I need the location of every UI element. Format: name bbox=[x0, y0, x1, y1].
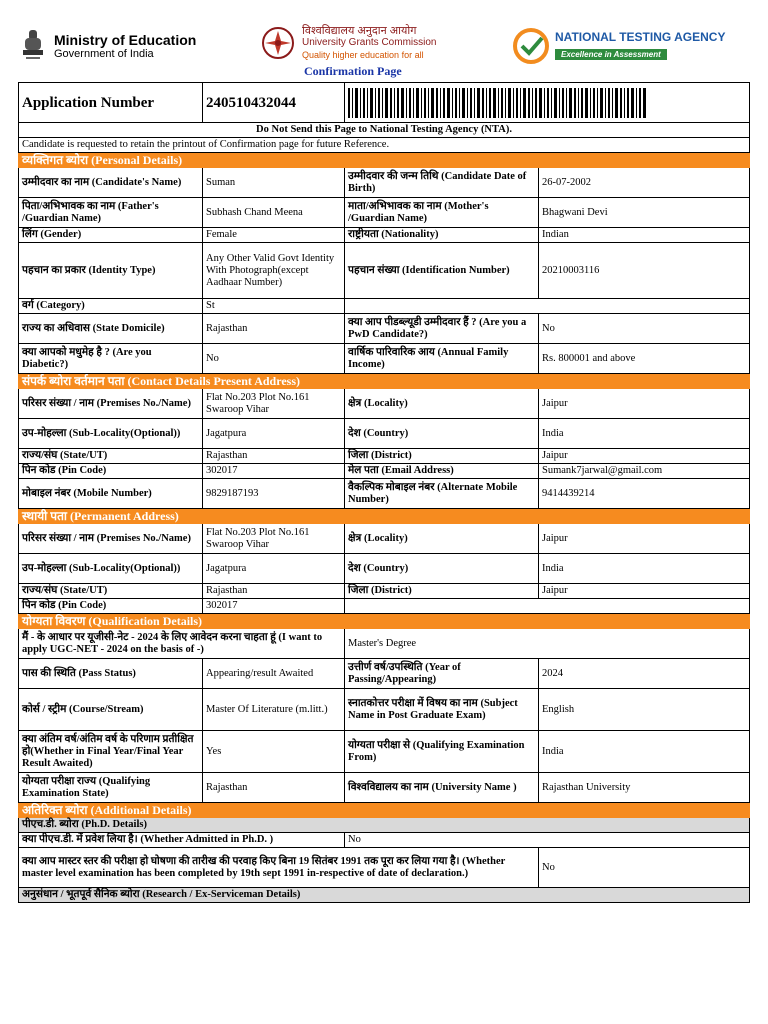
table-row bbox=[19, 243, 750, 299]
empty-cell bbox=[345, 599, 750, 614]
section-heading: व्यक्तिगत ब्योरा (Personal Details) bbox=[19, 153, 750, 168]
field-label: क्या आपको मधुमेह है ? (Are you Diabetic?) bbox=[19, 344, 203, 374]
field-value: No bbox=[345, 833, 750, 848]
field-value: Rajasthan bbox=[203, 773, 345, 803]
field-value: English bbox=[539, 689, 750, 731]
field-value: 26-07-2002 bbox=[539, 168, 750, 198]
retain-row bbox=[19, 138, 750, 153]
ugc-logo-icon bbox=[260, 25, 296, 61]
field-value: No bbox=[539, 314, 750, 344]
table-row bbox=[19, 299, 750, 314]
field-label: पिता/अभिभावक का नाम (Father's /Guardian Name) bbox=[19, 198, 203, 228]
field-label: जिला (District) bbox=[345, 449, 539, 464]
field-label: मैं - के आधार पर यूजीसी-नेट - 2024 के लिए आवेदन करना चाहता हूं (I want to apply UGC-NET - 2024 on the basis of -) bbox=[19, 629, 345, 659]
field-value: Yes bbox=[203, 731, 345, 773]
table-row bbox=[19, 833, 750, 848]
field-value: 20210003116 bbox=[539, 243, 750, 299]
field-label: क्या अंतिम वर्ष/अंतिम वर्ष के परिणाम प्रतीक्षित हो(Whether in Final Year/Final Year Result Awaited) bbox=[19, 731, 203, 773]
table-row bbox=[19, 524, 750, 554]
field-label: राज्य/संघ (State/UT) bbox=[19, 449, 203, 464]
field-label: राज्य/संघ (State/UT) bbox=[19, 584, 203, 599]
notice-row bbox=[19, 123, 750, 138]
empty-cell bbox=[345, 299, 750, 314]
table-row bbox=[19, 314, 750, 344]
field-value: Suman bbox=[203, 168, 345, 198]
nta-logo-icon bbox=[513, 28, 549, 64]
field-value: 302017 bbox=[203, 599, 345, 614]
field-value: No bbox=[539, 848, 750, 888]
table-row bbox=[19, 554, 750, 584]
field-value: India bbox=[539, 554, 750, 584]
field-value: Subhash Chand Meena bbox=[203, 198, 345, 228]
table-row bbox=[19, 773, 750, 803]
field-label: पास की स्थिति (Pass Status) bbox=[19, 659, 203, 689]
moe-logo-block bbox=[20, 28, 196, 64]
field-label: उप-मोहल्ला (Sub-Locality(Optional)) bbox=[19, 554, 203, 584]
table-row bbox=[19, 464, 750, 479]
field-label: लिंग (Gender) bbox=[19, 228, 203, 243]
field-value: Jaipur bbox=[539, 524, 750, 554]
field-value: Rs. 800001 and above bbox=[539, 344, 750, 374]
confirmation-form bbox=[18, 82, 749, 903]
field-label: उम्मीदवार की जन्म तिथि (Candidate Date of Birth) bbox=[345, 168, 539, 198]
field-value: Jaipur bbox=[539, 449, 750, 464]
table-row bbox=[19, 584, 750, 599]
field-label: स्नातकोत्तर परीक्षा में विषय का नाम (Subject Name in Post Graduate Exam) bbox=[345, 689, 539, 731]
field-label: पहचान संख्या (Identification Number) bbox=[345, 243, 539, 299]
field-label: पिन कोड (Pin Code) bbox=[19, 464, 203, 479]
ugc-hindi: विश्वविद्यालय अनुदान आयोग bbox=[302, 25, 417, 37]
nta-tagline: Excellence in Assessment bbox=[555, 49, 667, 60]
page-title: Confirmation Page bbox=[304, 64, 402, 78]
section-permanent bbox=[19, 509, 750, 524]
table-row bbox=[19, 168, 750, 198]
field-value: Any Other Valid Govt Identity With Photograph(except Aadhaar Number) bbox=[203, 243, 345, 299]
application-number-label: Application Number bbox=[19, 83, 203, 123]
notice-retain: Candidate is requested to retain the printout of Confirmation page for future Reference. bbox=[19, 138, 750, 153]
field-label: क्या पीएच.डी. में प्रवेश लिया है। (Whether Admitted in Ph.D. ) bbox=[19, 833, 345, 848]
notice-main: Do Not Send this Page to National Testing Agency (NTA). bbox=[19, 123, 750, 138]
field-label: मोबाइल नंबर (Mobile Number) bbox=[19, 479, 203, 509]
field-value: 2024 bbox=[539, 659, 750, 689]
field-label: क्या आप मास्टर स्तर की परीक्षा हो घोषणा की तारीख की परवाह किए बिना 19 सितंबर 1991 तक पूरा कर लिया गया है। (Whether master level examination has been completed by 19th sept 1991 in-respective of date of declaration.) bbox=[19, 848, 539, 888]
field-value: Flat No.203 Plot No.161 Swaroop Vihar bbox=[203, 389, 345, 419]
table-row bbox=[19, 389, 750, 419]
subsection-heading: अनुसंधान / भूतपूर्व सैनिक ब्योरा (Research / Ex-Serviceman Details) bbox=[19, 888, 750, 903]
subsection-research bbox=[19, 888, 750, 903]
field-label: वार्षिक पारिवारिक आय (Annual Family Income) bbox=[345, 344, 539, 374]
field-label: पिन कोड (Pin Code) bbox=[19, 599, 203, 614]
field-label: मेल पता (Email Address) bbox=[345, 464, 539, 479]
barcode-cell bbox=[345, 83, 750, 123]
section-heading: संपर्क ब्योरा वर्तमान पता (Contact Details Present Address) bbox=[19, 374, 750, 389]
field-label: उत्तीर्ण वर्ष/उपस्थिति (Year of Passing/Appearing) bbox=[345, 659, 539, 689]
field-value: Bhagwani Devi bbox=[539, 198, 750, 228]
field-label: योग्यता परीक्षा राज्य (Qualifying Examination State) bbox=[19, 773, 203, 803]
field-value: Jagatpura bbox=[203, 419, 345, 449]
section-qualification bbox=[19, 614, 750, 629]
table-row bbox=[19, 198, 750, 228]
nta-title: NATIONAL TESTING AGENCY bbox=[555, 30, 726, 44]
section-additional bbox=[19, 803, 750, 818]
field-value: 9414439214 bbox=[539, 479, 750, 509]
field-label: माता/अभिभावक का नाम (Mother's /Guardian Name) bbox=[345, 198, 539, 228]
application-row bbox=[19, 83, 750, 123]
field-label: जिला (District) bbox=[345, 584, 539, 599]
field-value: Appearing/result Awaited bbox=[203, 659, 345, 689]
field-label: परिसर संख्या / नाम (Premises No./Name) bbox=[19, 524, 203, 554]
moe-title: Ministry of Education bbox=[54, 31, 197, 48]
field-label: वैकल्पिक मोबाइल नंबर (Alternate Mobile Number) bbox=[345, 479, 539, 509]
table-row bbox=[19, 479, 750, 509]
table-row bbox=[19, 419, 750, 449]
national-emblem-icon bbox=[20, 28, 46, 64]
field-label: कोर्स / स्ट्रीम (Course/Stream) bbox=[19, 689, 203, 731]
field-label: देश (Country) bbox=[345, 554, 539, 584]
field-value: Rajasthan bbox=[203, 314, 345, 344]
barcode-icon bbox=[348, 88, 646, 118]
table-row bbox=[19, 848, 750, 888]
field-value: Female bbox=[203, 228, 345, 243]
field-label: उप-मोहल्ला (Sub-Locality(Optional)) bbox=[19, 419, 203, 449]
field-value: Jagatpura bbox=[203, 554, 345, 584]
field-value: Jaipur bbox=[539, 389, 750, 419]
field-value: Rajasthan bbox=[203, 584, 345, 599]
field-value: Indian bbox=[539, 228, 750, 243]
table-row bbox=[19, 659, 750, 689]
table-row bbox=[19, 599, 750, 614]
field-label: परिसर संख्या / नाम (Premises No./Name) bbox=[19, 389, 203, 419]
field-value: Master Of Literature (m.litt.) bbox=[203, 689, 345, 731]
field-value: Rajasthan bbox=[203, 449, 345, 464]
table-row bbox=[19, 731, 750, 773]
field-value: Sumank7jarwal@gmail.com bbox=[539, 464, 750, 479]
ugc-logo-block bbox=[260, 25, 436, 61]
field-label: देश (Country) bbox=[345, 419, 539, 449]
moe-subtitle: Government of India bbox=[54, 47, 154, 60]
confirmation-table bbox=[18, 82, 750, 903]
nta-logo-block bbox=[513, 28, 725, 64]
field-label: क्षेत्र (Locality) bbox=[345, 389, 539, 419]
field-label: राज्य का अधिवास (State Domicile) bbox=[19, 314, 203, 344]
field-label: योग्यता परीक्षा से (Qualifying Examination From) bbox=[345, 731, 539, 773]
field-value: Jaipur bbox=[539, 584, 750, 599]
page-header bbox=[0, 0, 768, 80]
ugc-english: University Grants Commission bbox=[302, 37, 437, 48]
field-label: वर्ग (Category) bbox=[19, 299, 203, 314]
field-value: India bbox=[539, 731, 750, 773]
field-label: पहचान का प्रकार (Identity Type) bbox=[19, 243, 203, 299]
section-heading: योग्यता विवरण (Qualification Details) bbox=[19, 614, 750, 629]
section-heading: स्थायी पता (Permanent Address) bbox=[19, 509, 750, 524]
table-row bbox=[19, 629, 750, 659]
table-row bbox=[19, 344, 750, 374]
field-value: India bbox=[539, 419, 750, 449]
table-row bbox=[19, 689, 750, 731]
field-value: Flat No.203 Plot No.161 Swaroop Vihar bbox=[203, 524, 345, 554]
section-heading: अतिरिक्त ब्योरा (Additional Details) bbox=[19, 803, 750, 818]
field-value: 302017 bbox=[203, 464, 345, 479]
section-personal bbox=[19, 153, 750, 168]
table-row bbox=[19, 228, 750, 243]
field-label: विश्वविद्यालय का नाम (University Name ) bbox=[345, 773, 539, 803]
field-value: St bbox=[203, 299, 345, 314]
field-label: उम्मीदवार का नाम (Candidate's Name) bbox=[19, 168, 203, 198]
field-label: राष्ट्रीयता (Nationality) bbox=[345, 228, 539, 243]
field-value: No bbox=[203, 344, 345, 374]
field-value: 9829187193 bbox=[203, 479, 345, 509]
ugc-tagline: Quality higher education for all bbox=[302, 50, 424, 60]
field-value: Rajasthan University bbox=[539, 773, 750, 803]
field-value: Master's Degree bbox=[345, 629, 750, 659]
table-row bbox=[19, 449, 750, 464]
field-label: क्षेत्र (Locality) bbox=[345, 524, 539, 554]
application-number: 240510432044 bbox=[203, 83, 345, 123]
subsection-phd bbox=[19, 818, 750, 833]
subsection-heading: पीएच.डी. ब्योरा (Ph.D. Details) bbox=[19, 818, 750, 833]
field-label: क्या आप पीडब्ल्यूडी उम्मीदवार हैं ? (Are you a PwD Candidate?) bbox=[345, 314, 539, 344]
section-contact bbox=[19, 374, 750, 389]
